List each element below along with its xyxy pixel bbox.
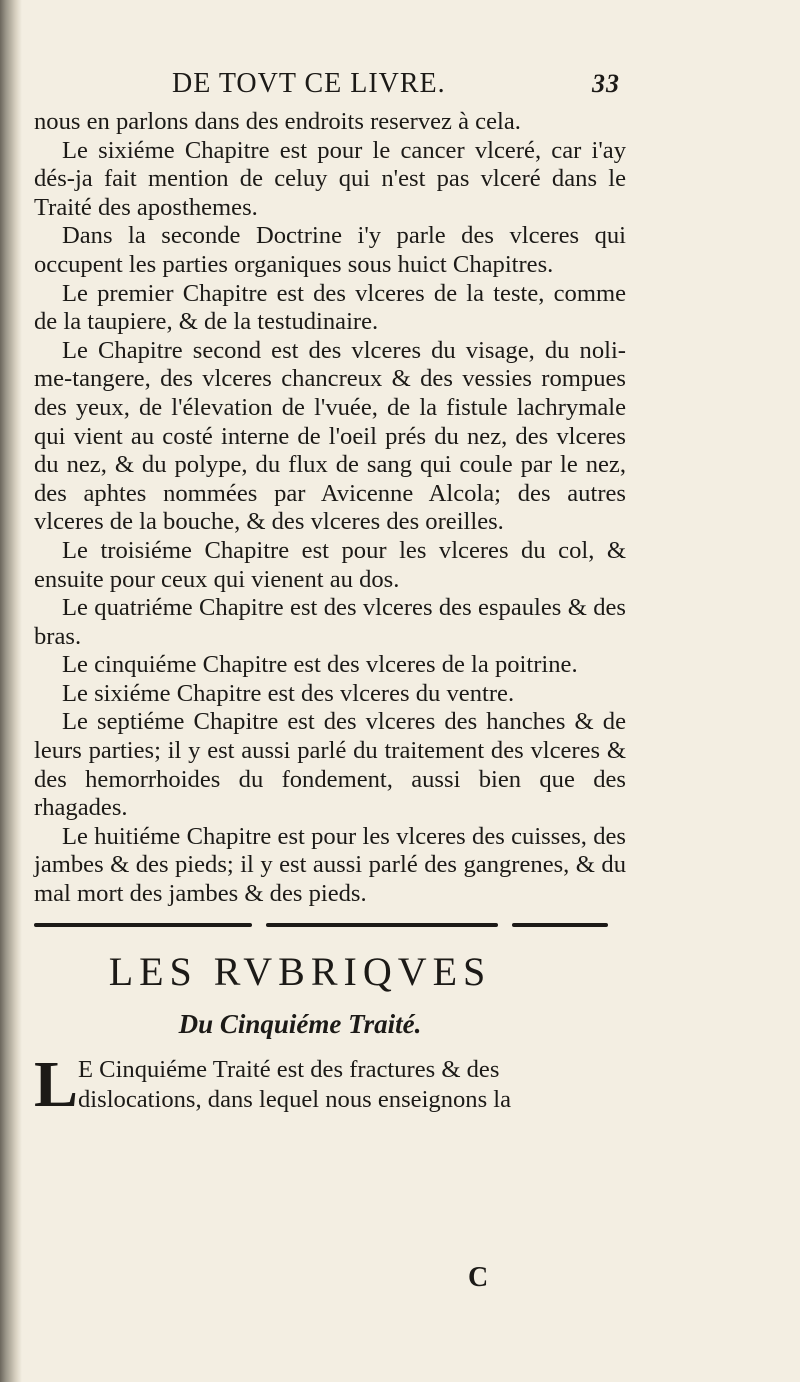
rule-segment xyxy=(34,923,252,927)
running-title: DE TOVT CE LIVRE. xyxy=(172,68,446,99)
book-gutter-edge xyxy=(0,0,22,1382)
page-number: 33 xyxy=(592,69,620,98)
paragraph: Le premier Chapitre est des vlceres de la teste, comme de la taupiere, & de la testudinaire. xyxy=(34,279,626,336)
opening-line: dislocations, dans lequel nous enseignons la xyxy=(78,1085,512,1113)
signature-mark: C xyxy=(468,1262,489,1293)
paragraph: Le Chapitre second est des vlceres du visage, du noli-me-tangere, des vlceres chancreux & des vessies rompues des yeux, de l'élevation de l'vuée, de la fistule lachrymale qui vient au costé interne de l'oeil prés du nez, des vlceres du nez, & du polype, du flux de sang qui coule par le nez, des aphtes nommées par Avicenne Alcola; des autres vlceres de la bouche, & des vlceres des oreilles. xyxy=(34,336,626,536)
opening-line: E Cinquiéme Traité est des fractures & des xyxy=(78,1055,500,1083)
rule-segment xyxy=(512,923,608,927)
opening-paragraph xyxy=(34,1047,626,1121)
paragraph: Dans la seconde Doctrine i'y parle des vlceres qui occupent les parties organiques sous huict Chapitres. xyxy=(34,222,626,278)
paragraph: Le quatriéme Chapitre est des vlceres des espaules & des bras. xyxy=(34,594,626,650)
body-text xyxy=(34,108,626,909)
section-subheading: Du Cinquiéme Traité. xyxy=(178,1008,422,1039)
book-page xyxy=(34,68,626,1121)
paragraph: Le huitiéme Chapitre est pour les vlceres des cuisses, des jambes & des pieds; il y est aussi parlé des gangrenes, & du mal mort des jambes & des pieds. xyxy=(34,822,626,908)
section-heading: LES RVBRIQVES xyxy=(108,948,492,994)
drop-cap: L xyxy=(34,1047,79,1121)
ornamental-rule xyxy=(34,923,626,929)
paragraph: Le septiéme Chapitre est des vlceres des hanches & de leurs parties; il y est aussi parlé du traitement des vlceres & des hemorrhoides du fondement, aussi bien que des rhagades. xyxy=(34,708,626,822)
paragraph: Le troisiéme Chapitre est pour les vlceres du col, & ensuite pour ceux qui vienent au dos. xyxy=(34,536,626,593)
running-head xyxy=(34,68,626,108)
paragraph: Le cinquiéme Chapitre est des vlceres de la poitrine. xyxy=(62,651,578,679)
paragraph: nous en parlons dans des endroits reservez à cela. xyxy=(34,108,521,135)
rule-segment xyxy=(266,923,498,927)
paragraph: Le sixiéme Chapitre est des vlceres du ventre. xyxy=(62,679,515,707)
paragraph: Le sixiéme Chapitre est pour le cancer vlceré, car i'ay dés-ja fait mention de celuy qui n'est pas vlceré dans le Traité des aposthemes. xyxy=(34,136,626,221)
